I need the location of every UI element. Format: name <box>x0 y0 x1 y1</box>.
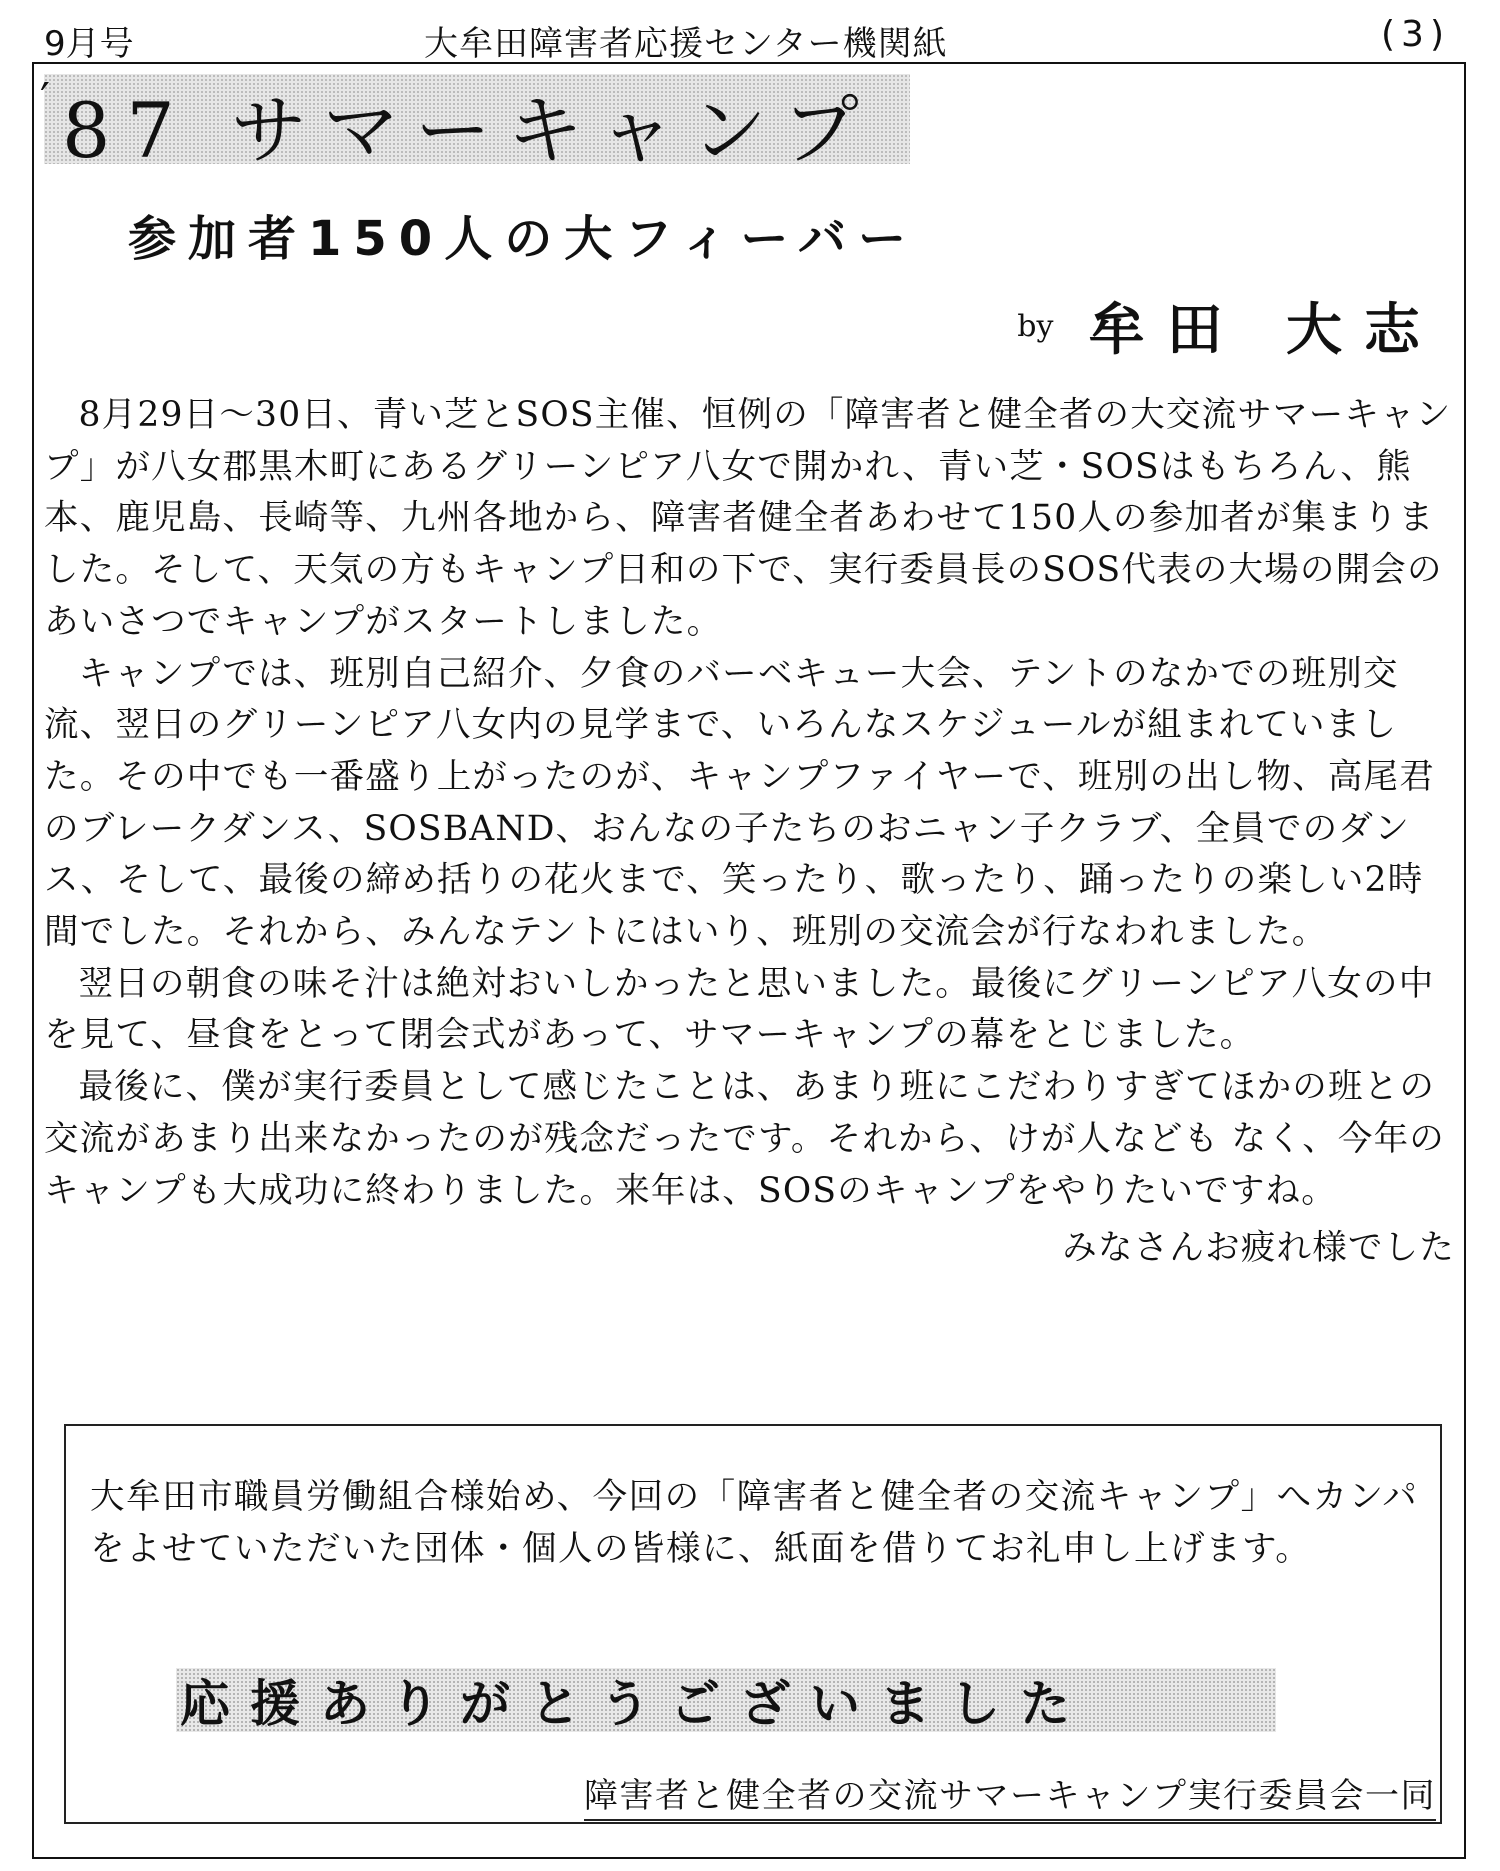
article-subtitle: 参加者150人の大フィーバー <box>128 211 918 267</box>
article-body <box>44 390 1459 1275</box>
article-paragraph-2: キャンプでは、班別自己紹介、夕食のバーベキュー大会、テントのなかでの班別交流、翌日のグリーンピア八女内の見学まで、いろんなスケジュールが組まれていました。その中でも一番盛り上がったのが、キャンプファイヤーで、班別の出し物、高尾君のブレークダンス、SOSBAND、おんなの子たちのおニャン子クラブ、全員でのダンス、そして、最後の締め括りの花火まで、笑ったり、歌ったり、踊ったりの楽しい2時間でした。それから、みんなテントにはいり、班別の交流会が行なわれました。 <box>44 653 1435 953</box>
page-number: (3) <box>1381 14 1450 55</box>
article-paragraph-4: 最後に、僕が実行委員として感じたことは、あまり班にこだわりすぎてほかの班との交流があまり出来なかったのが残念だったです。それから、けが人なども なく、今年のキャンプも大成功に終わりました。来年は、SOSのキャンプをやりたいですね。 <box>44 1067 1446 1211</box>
committee-signature: 障害者と健全者の交流サマーキャンプ実行委員会一同 <box>584 1768 1436 1821</box>
article-paragraph-3: 翌日の朝食の味そ汁は絶対おいしかったと思いました。最後にグリーンピア八女の中を見て、昼食をとって閉会式があって、サマーキャンプの幕をとじました。 <box>44 963 1435 1056</box>
organization-name: 大牟田障害者応援センター機関紙 <box>424 24 948 64</box>
author-name: 牟田 大志 <box>1088 298 1442 363</box>
article-signoff: みなさんお疲れ様でした <box>1062 1228 1455 1269</box>
article-title: 87 サマーキャンプ <box>62 86 875 175</box>
issue-label: 9月号 <box>44 24 134 64</box>
title-tick-mark: ′ <box>40 74 50 125</box>
thanks-headline: 応援ありがとうございました <box>180 1675 1090 1733</box>
article-paragraph-1: 8月29日〜30日、青い芝とSOS主催、恒例の「障害者と健全者の大交流サマーキャンプ」が八女郡黒木町にあるグリーンピア八女で開かれ、青い芝・SOSはもちろん、熊本、鹿児島、長崎等、九州各地から、障害者健全者あわせて150人の参加者が集まりました。そして、天気の方もキャンプ日和の下で、実行委員長のSOS代表の大場の開会のあいさつでキャンプがスタートしました。 <box>44 395 1452 642</box>
thanks-message: 大牟田市職員労働組合様始め、今回の「障害者と健全者の交流キャンプ」へカンパをよせていただいた団体・個人の皆様に、紙面を借りてお礼申し上げます。 <box>90 1477 1419 1569</box>
byline-by: by <box>1017 308 1054 344</box>
byline <box>1017 286 1442 366</box>
page-header <box>44 12 1470 64</box>
